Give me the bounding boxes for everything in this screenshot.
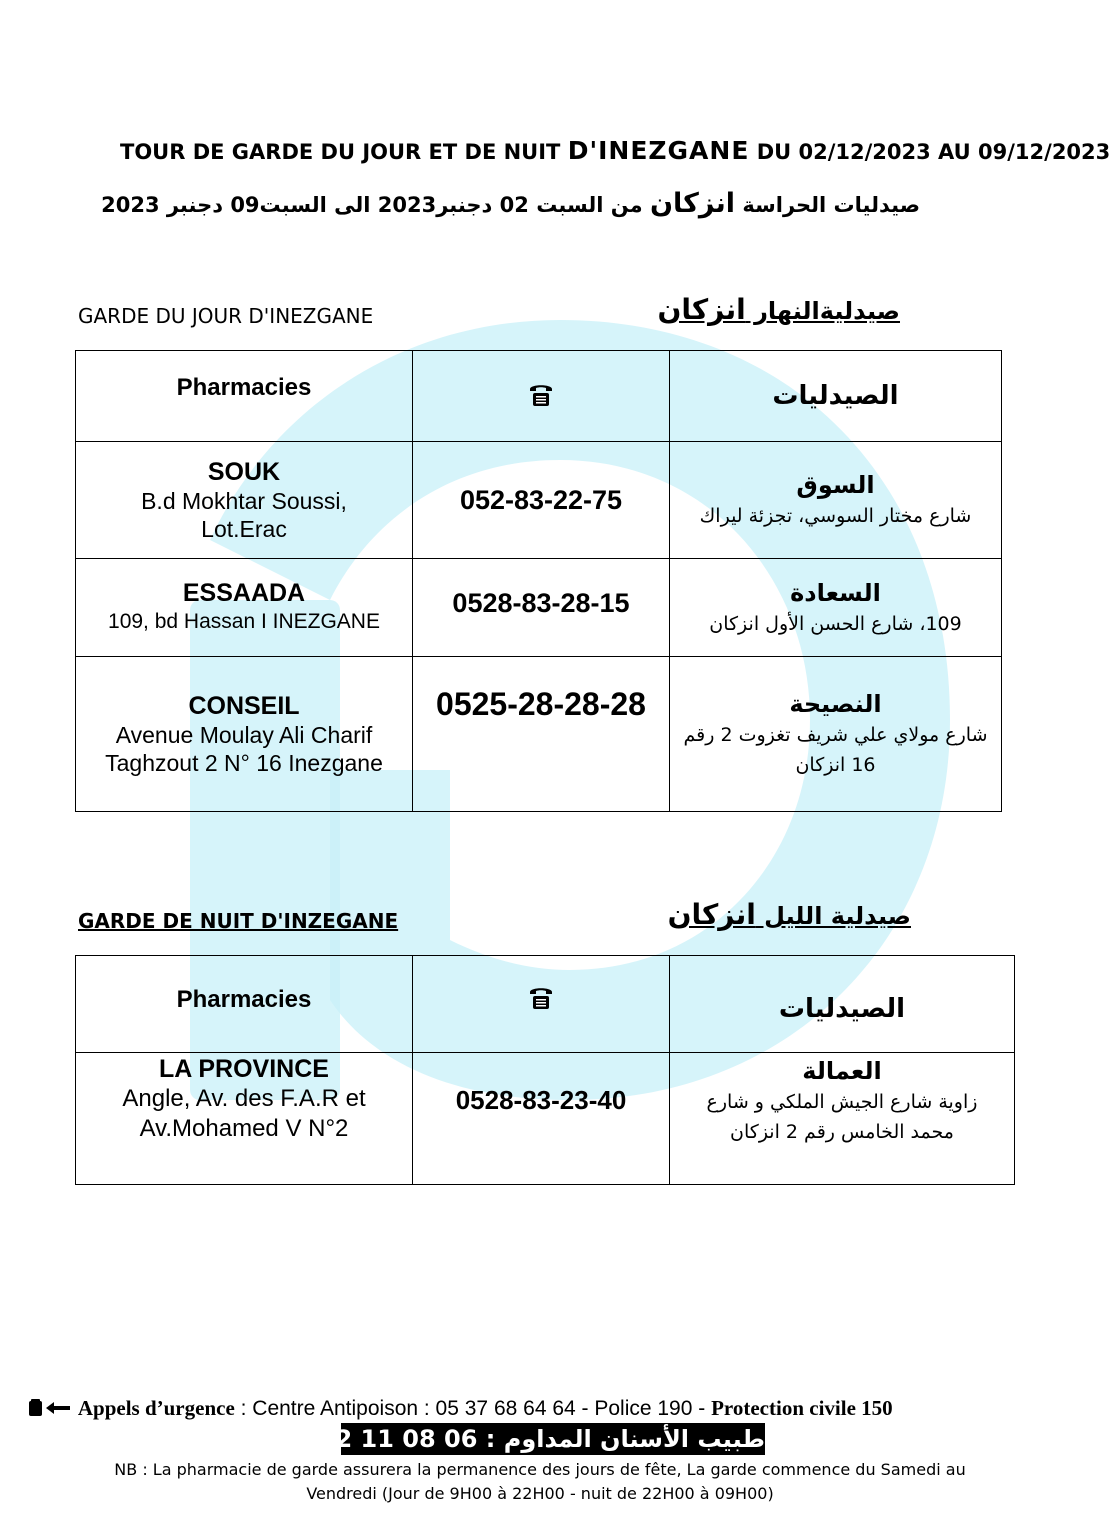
emergency-label: Appels d’urgence — [77, 1396, 235, 1420]
pharmacy-phone: 052-83-22-75 — [459, 484, 623, 515]
pharmacy-name-ar: السوق — [796, 471, 875, 499]
table-row — [76, 559, 1002, 657]
title-fr-prefix: TOUR DE GARDE DU JOUR ET DE NUIT — [120, 140, 568, 164]
pharmacy-name-ar: النصيحة — [789, 690, 882, 718]
day-label-ar-city: انزكان — [657, 293, 746, 326]
table-row — [76, 442, 1002, 559]
table-header-row — [76, 956, 1015, 1053]
pharmacy-address: 109, bd Hassan I INEZGANE — [108, 610, 380, 633]
title-fr-city: D'INEZGANE — [567, 136, 750, 165]
day-label-ar-prefix: صيدليةالنهار — [745, 297, 900, 325]
night-label-ar-city: انزكان — [667, 898, 756, 931]
pharmacy-ar-cell — [670, 1053, 1015, 1185]
header-pharmacies-ar — [670, 351, 1002, 442]
header-phone — [413, 351, 670, 442]
pharmacy-phone: 0525-28-28-28 — [436, 686, 646, 722]
title-ar-prefix: صيدليات الحراسة — [735, 193, 920, 217]
antipoison-police-numbers: Centre Antipoison : 05 37 68 64 64 - Police 190 - — [252, 1397, 712, 1420]
pharmacy-address-ar: زاوية شارع الجيش الملكي و شارع محمد الخامس رقم 2 انزكان — [706, 1091, 978, 1143]
phone-cell — [413, 657, 670, 812]
telephone-icon — [527, 984, 555, 1010]
pharmacy-phone: 0528-83-28-15 — [452, 588, 630, 618]
title-french — [0, 136, 1110, 165]
pharmacy-name-ar: العمالة — [802, 1057, 882, 1085]
pharmacy-ar-cell — [670, 559, 1002, 657]
table-row — [76, 657, 1002, 812]
header-phone — [413, 956, 670, 1053]
pharmacy-address: Avenue Moulay Ali Charif Taghzout 2 N° 16 Inezgane — [105, 721, 383, 776]
pharmacy-name: LA PROVINCE — [159, 1055, 329, 1083]
night-section-label-fr: GARDE DE NUIT D'INZEGANE — [78, 909, 399, 933]
pharmacy-cell — [76, 657, 413, 812]
pharmacy-cell — [76, 1053, 413, 1185]
telephone-icon — [527, 381, 555, 407]
pharmacy-ar-cell — [670, 442, 1002, 559]
phone-cell — [413, 559, 670, 657]
day-section-label-fr: GARDE DU JOUR D'INEZGANE — [78, 304, 374, 328]
header-pharmacies-ar-label: الصيدليات — [772, 381, 899, 411]
emergency-calls-line — [28, 1396, 1068, 1421]
table-header-row — [76, 351, 1002, 442]
header-pharmacies-ar-label: الصيدليات — [778, 994, 906, 1024]
pharmacy-phone: 0528-83-23-40 — [455, 1085, 627, 1115]
pharmacy-address-ar: شارع مختار السوسي، تجزئة ليراك — [699, 505, 972, 527]
header-pharmacies — [76, 351, 413, 442]
phone-cell — [413, 442, 670, 559]
night-section-label-ar — [667, 898, 911, 931]
day-pharmacies-table — [75, 350, 1002, 812]
pharmacy-address-ar: 109، شارع الحسن الأول انزكان — [709, 612, 962, 635]
pharmacy-name: CONSEIL — [188, 691, 300, 720]
header-pharmacies-ar — [670, 956, 1015, 1053]
pharmacy-name-ar: السعادة — [790, 578, 881, 607]
emergency-separator: : — [234, 1397, 253, 1420]
day-section-label-ar — [657, 293, 900, 326]
pharmacy-address: Angle, Av. des F.A.R et Av.Mohamed V N°2 — [122, 1085, 366, 1142]
dentist-on-call-banner: طبيب الأسنان المداوم : 06 08 11 12 11 — [276, 1425, 765, 1453]
pharmacy-name: ESSAADA — [182, 579, 306, 607]
title-arabic — [101, 188, 920, 219]
phone-cell — [413, 1053, 670, 1185]
telephone-hand-icon — [28, 1398, 72, 1418]
header-pharmacies-label: Pharmacies — [176, 986, 312, 1013]
table-row — [76, 1053, 1015, 1185]
pharmacy-ar-cell — [670, 657, 1002, 812]
pharmacy-address: B.d Mokhtar Soussi, Lot.Erac — [141, 487, 347, 542]
night-label-ar-prefix: صيدلية الليل — [755, 902, 911, 930]
pharmacy-address-ar: شارع مولاي علي شريف تغزوت 2 رقم 16 انزكان — [683, 724, 988, 776]
pharmacy-cell — [76, 559, 413, 657]
title-ar-dates: من السبت 02 دجنبر2023 الى السبت09 دجنبر 2023 — [101, 193, 650, 217]
note-text: NB : La pharmacie de garde assurera la permanence des jours de fête, La garde commence du Samedi au Vendredi (Jour de 9H00 à 22H00 - nuit de 22H00 à 09H00) — [114, 1460, 966, 1503]
header-pharmacies — [76, 956, 413, 1053]
pharmacy-cell — [76, 442, 413, 559]
night-pharmacies-table — [75, 955, 1015, 1185]
title-ar-city: انزكان — [649, 188, 736, 219]
civil-protection-number: Protection civile 150 — [711, 1396, 893, 1420]
title-fr-dates: DU 02/12/2023 AU 09/12/2023 — [749, 140, 1110, 164]
header-pharmacies-label: Pharmacies — [176, 374, 312, 401]
pharmacy-name: SOUK — [207, 457, 281, 486]
